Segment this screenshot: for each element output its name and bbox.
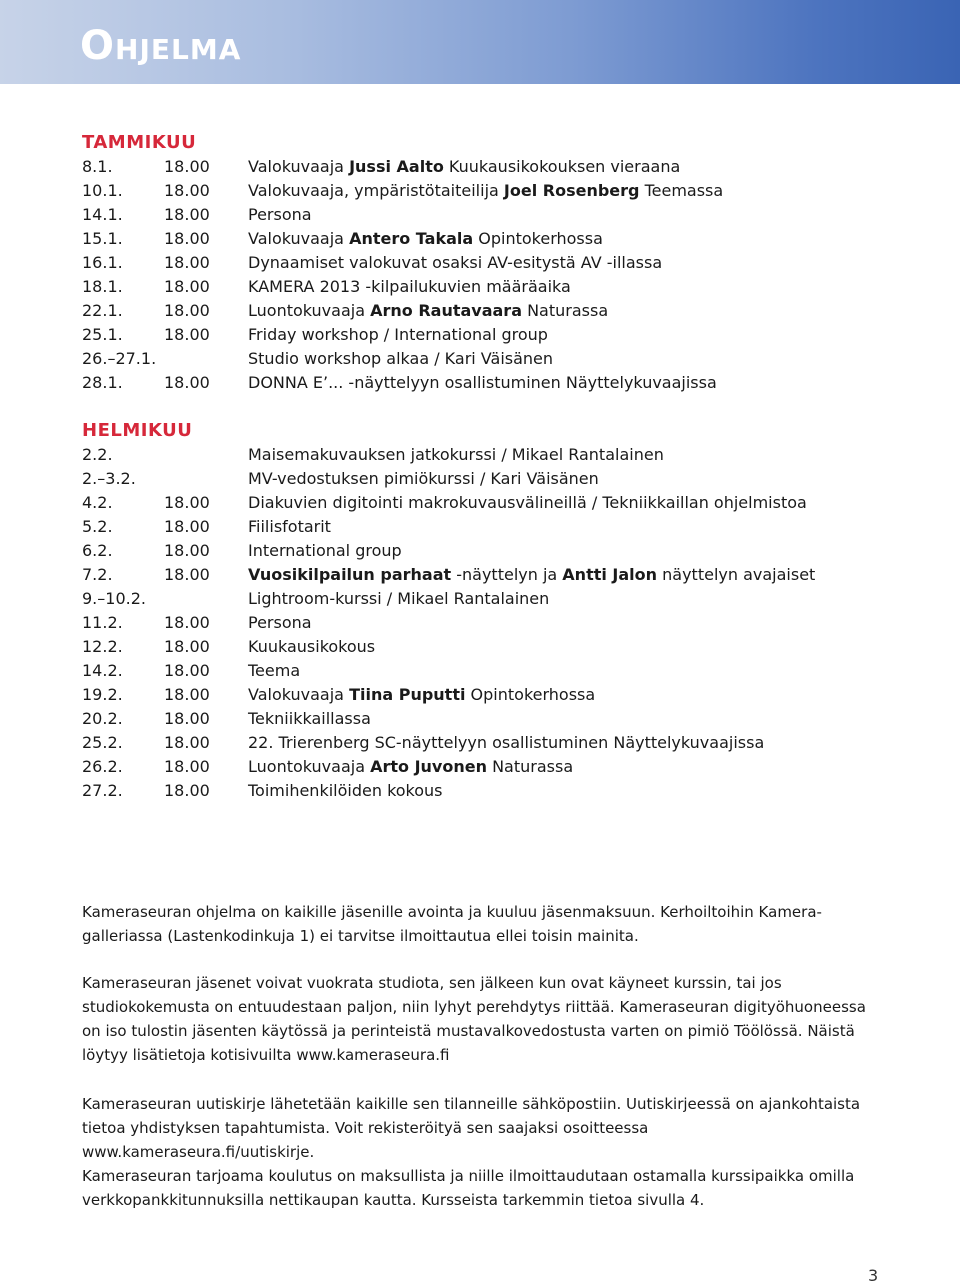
event-time: 18.00	[164, 565, 210, 584]
month-heading-tammikuu: TAMMIKUU	[82, 132, 197, 153]
event-date: 5.2.	[82, 517, 113, 536]
event-time: 18.00	[164, 493, 210, 512]
event-row	[82, 587, 882, 611]
event-date: 18.1.	[82, 277, 123, 296]
page-title: Ohjelma	[80, 23, 242, 69]
event-text: Naturassa	[486, 757, 574, 776]
event-date: 28.1.	[82, 373, 123, 392]
event-date: 22.1.	[82, 301, 123, 320]
event-text: Valokuvaaja, ympäristötaiteilija	[248, 181, 504, 200]
event-text: Studio workshop alkaa / Kari Väisänen	[248, 349, 554, 368]
event-text: Naturassa	[521, 301, 609, 320]
event-time: 18.00	[164, 733, 210, 752]
event-time: 18.00	[164, 205, 210, 224]
event-description	[248, 563, 815, 587]
event-description	[248, 659, 300, 683]
event-description	[248, 371, 717, 395]
event-text: Persona	[248, 613, 312, 632]
event-row	[82, 155, 882, 179]
event-date: 2.–3.2.	[82, 469, 136, 488]
event-time: 18.00	[164, 661, 210, 680]
event-description	[248, 203, 312, 227]
info-paragraph-membership: Kameraseuran ohjelma on kaikille jäsenille avointa ja kuuluu jäsenmaksuun. Kerhoiltoihin Kamera-galleriassa (Lastenkodinkuja 1) ei tarvitse ilmoittautua ellei toisin mainita.	[82, 903, 822, 945]
event-time: 18.00	[164, 541, 210, 560]
event-row	[82, 755, 882, 779]
event-date: 14.2.	[82, 661, 123, 680]
event-description	[248, 755, 573, 779]
event-row	[82, 251, 882, 275]
event-description	[248, 587, 549, 611]
event-description	[248, 275, 571, 299]
event-row	[82, 779, 882, 803]
event-description	[248, 155, 680, 179]
event-row	[82, 515, 882, 539]
info-paragraph-newsletter: Kameraseuran uutiskirje lähetetään kaikille sen tilanneille sähköpostiin. Uutiskirjeessä on ajankohtaista tietoa yhdistyksen tapahtumista. Voit rekisteröityä sen saajaksi osoitteessa www.kameraseura.fi/uutiskirje.	[82, 1095, 861, 1161]
event-date: 6.2.	[82, 541, 113, 560]
event-text: Tekniikkaillassa	[248, 709, 371, 728]
event-time: 18.00	[164, 781, 210, 800]
event-date: 20.2.	[82, 709, 123, 728]
event-date: 25.1.	[82, 325, 123, 344]
event-text: Opintokerhossa	[473, 229, 603, 248]
event-text: Teemassa	[639, 181, 724, 200]
event-time: 18.00	[164, 757, 210, 776]
event-highlight-name: Vuosikilpailun parhaat	[248, 565, 452, 584]
event-text: -näyttelyn ja	[451, 565, 563, 584]
info-paragraph-courses: Kameraseuran tarjoama koulutus on maksullista ja niille ilmoittaudutaan ostamalla kurssipaikka omilla verkkopankkitunnuksilla nettikaupan kautta. Kursseista tarkemmin tietoa sivulla 4.	[82, 1167, 855, 1209]
event-row	[82, 323, 882, 347]
event-highlight-name: Jussi Aalto	[349, 157, 444, 176]
month-heading-helmikuu: HELMIKUU	[82, 420, 193, 441]
event-description	[248, 731, 764, 755]
event-description	[248, 323, 548, 347]
event-text: Valokuvaaja	[248, 229, 350, 248]
event-date: 19.2.	[82, 685, 123, 704]
event-list-helmikuu	[82, 443, 882, 803]
event-description	[248, 251, 662, 275]
event-text: Toimihenkilöiden kokous	[248, 781, 443, 800]
event-description	[248, 707, 371, 731]
page-number: 3	[868, 1266, 879, 1285]
event-row	[82, 539, 882, 563]
event-date: 25.2.	[82, 733, 123, 752]
event-time: 18.00	[164, 301, 210, 320]
event-description	[248, 227, 603, 251]
event-time: 18.00	[164, 613, 210, 632]
event-time: 18.00	[164, 709, 210, 728]
event-time: 18.00	[164, 253, 210, 272]
event-text: International group	[248, 541, 402, 560]
event-row	[82, 491, 882, 515]
event-description	[248, 635, 375, 659]
event-text: Kuukausikokouksen vieraana	[443, 157, 681, 176]
event-date: 27.2.	[82, 781, 123, 800]
event-time: 18.00	[164, 229, 210, 248]
event-text: Luontokuvaaja	[248, 757, 371, 776]
event-time: 18.00	[164, 637, 210, 656]
event-date: 16.1.	[82, 253, 123, 272]
event-time: 18.00	[164, 277, 210, 296]
event-text: Lightroom-kurssi / Mikael Rantalainen	[248, 589, 550, 608]
event-highlight-name: Antero Takala	[349, 229, 474, 248]
event-time: 18.00	[164, 685, 210, 704]
event-date: 7.2.	[82, 565, 113, 584]
event-text: 22. Trierenberg SC-näyttelyyn osallistuminen Näyttelykuvaajissa	[248, 733, 765, 752]
event-description	[248, 347, 553, 371]
event-description	[248, 683, 595, 707]
event-row	[82, 443, 882, 467]
event-row	[82, 227, 882, 251]
event-text: Luontokuvaaja	[248, 301, 371, 320]
event-description	[248, 611, 312, 635]
event-date: 2.2.	[82, 445, 113, 464]
event-text: Diakuvien digitointi makrokuvausvälineillä / Tekniikkaillan ohjelmistoa	[248, 493, 807, 512]
event-text: Opintokerhossa	[465, 685, 596, 704]
event-date: 9.–10.2.	[82, 589, 146, 608]
event-row	[82, 635, 882, 659]
event-description	[248, 491, 807, 515]
event-highlight-name: Arto Juvonen	[370, 757, 487, 776]
event-row	[82, 659, 882, 683]
event-description	[248, 179, 723, 203]
event-highlight-name: Tiina Puputti	[349, 685, 466, 704]
event-text: Dynaamiset valokuvat osaksi AV-esitystä AV -illassa	[248, 253, 663, 272]
info-paragraph-studio: Kameraseuran jäsenet voivat vuokrata studiota, sen jälkeen kun ovat käyneet kurssin, tai jos studiokokemusta on entuudestaan paljon, niin lyhyt perehdytys riittää. Kameraseuran digityöhuoneessa on iso tulostin jäsenten käytössä ja perinteistä mustavalkovedostusta varten on pimiö Töölössä. Näistä löytyy lisätietoja kotisivuilta www.kameraseura.fi	[82, 974, 866, 1064]
event-date: 26.2.	[82, 757, 123, 776]
event-text: KAMERA 2013 -kilpailukuvien määräaika	[248, 277, 571, 296]
event-row	[82, 683, 882, 707]
event-row	[82, 371, 882, 395]
event-text: Persona	[248, 205, 312, 224]
event-text: Kuukausikokous	[248, 637, 376, 656]
event-text: Maisemakuvauksen jatkokurssi / Mikael Rantalainen	[248, 445, 664, 464]
event-time: 18.00	[164, 157, 210, 176]
event-text: Valokuvaaja	[248, 685, 350, 704]
event-description	[248, 539, 402, 563]
event-row	[82, 467, 882, 491]
event-row	[82, 275, 882, 299]
event-text: MV-vedostuksen pimiökurssi / Kari Väisänen	[248, 469, 599, 488]
event-description	[248, 299, 608, 323]
event-date: 8.1.	[82, 157, 113, 176]
event-text: Friday workshop / International group	[248, 325, 548, 344]
event-time: 18.00	[164, 373, 210, 392]
event-text: Valokuvaaja	[248, 157, 350, 176]
event-time: 18.00	[164, 181, 210, 200]
event-row	[82, 179, 882, 203]
event-description	[248, 515, 331, 539]
event-highlight-name: Joel Rosenberg	[503, 181, 640, 200]
event-row	[82, 299, 882, 323]
event-time: 18.00	[164, 325, 210, 344]
event-description	[248, 443, 664, 467]
event-text: DONNA E’... -näyttelyyn osallistuminen Näyttelykuvaajissa	[248, 373, 717, 392]
event-description	[248, 779, 443, 803]
event-date: 12.2.	[82, 637, 123, 656]
event-row	[82, 731, 882, 755]
event-date: 4.2.	[82, 493, 113, 512]
event-time: 18.00	[164, 517, 210, 536]
event-row	[82, 203, 882, 227]
event-date: 15.1.	[82, 229, 123, 248]
event-text: Fiilisfotarit	[248, 517, 331, 536]
event-highlight-name: Antti Jalon	[562, 565, 658, 584]
event-date: 14.1.	[82, 205, 123, 224]
event-date: 10.1.	[82, 181, 123, 200]
event-description	[248, 467, 599, 491]
event-row	[82, 563, 882, 587]
event-row	[82, 611, 882, 635]
event-text: Teema	[248, 661, 301, 680]
event-row	[82, 707, 882, 731]
event-date: 26.–27.1.	[82, 349, 157, 368]
event-list-tammikuu	[82, 155, 882, 395]
event-date: 11.2.	[82, 613, 123, 632]
event-highlight-name: Arno Rautavaara	[370, 301, 522, 320]
event-text: näyttelyn avajaiset	[657, 565, 816, 584]
event-row	[82, 347, 882, 371]
